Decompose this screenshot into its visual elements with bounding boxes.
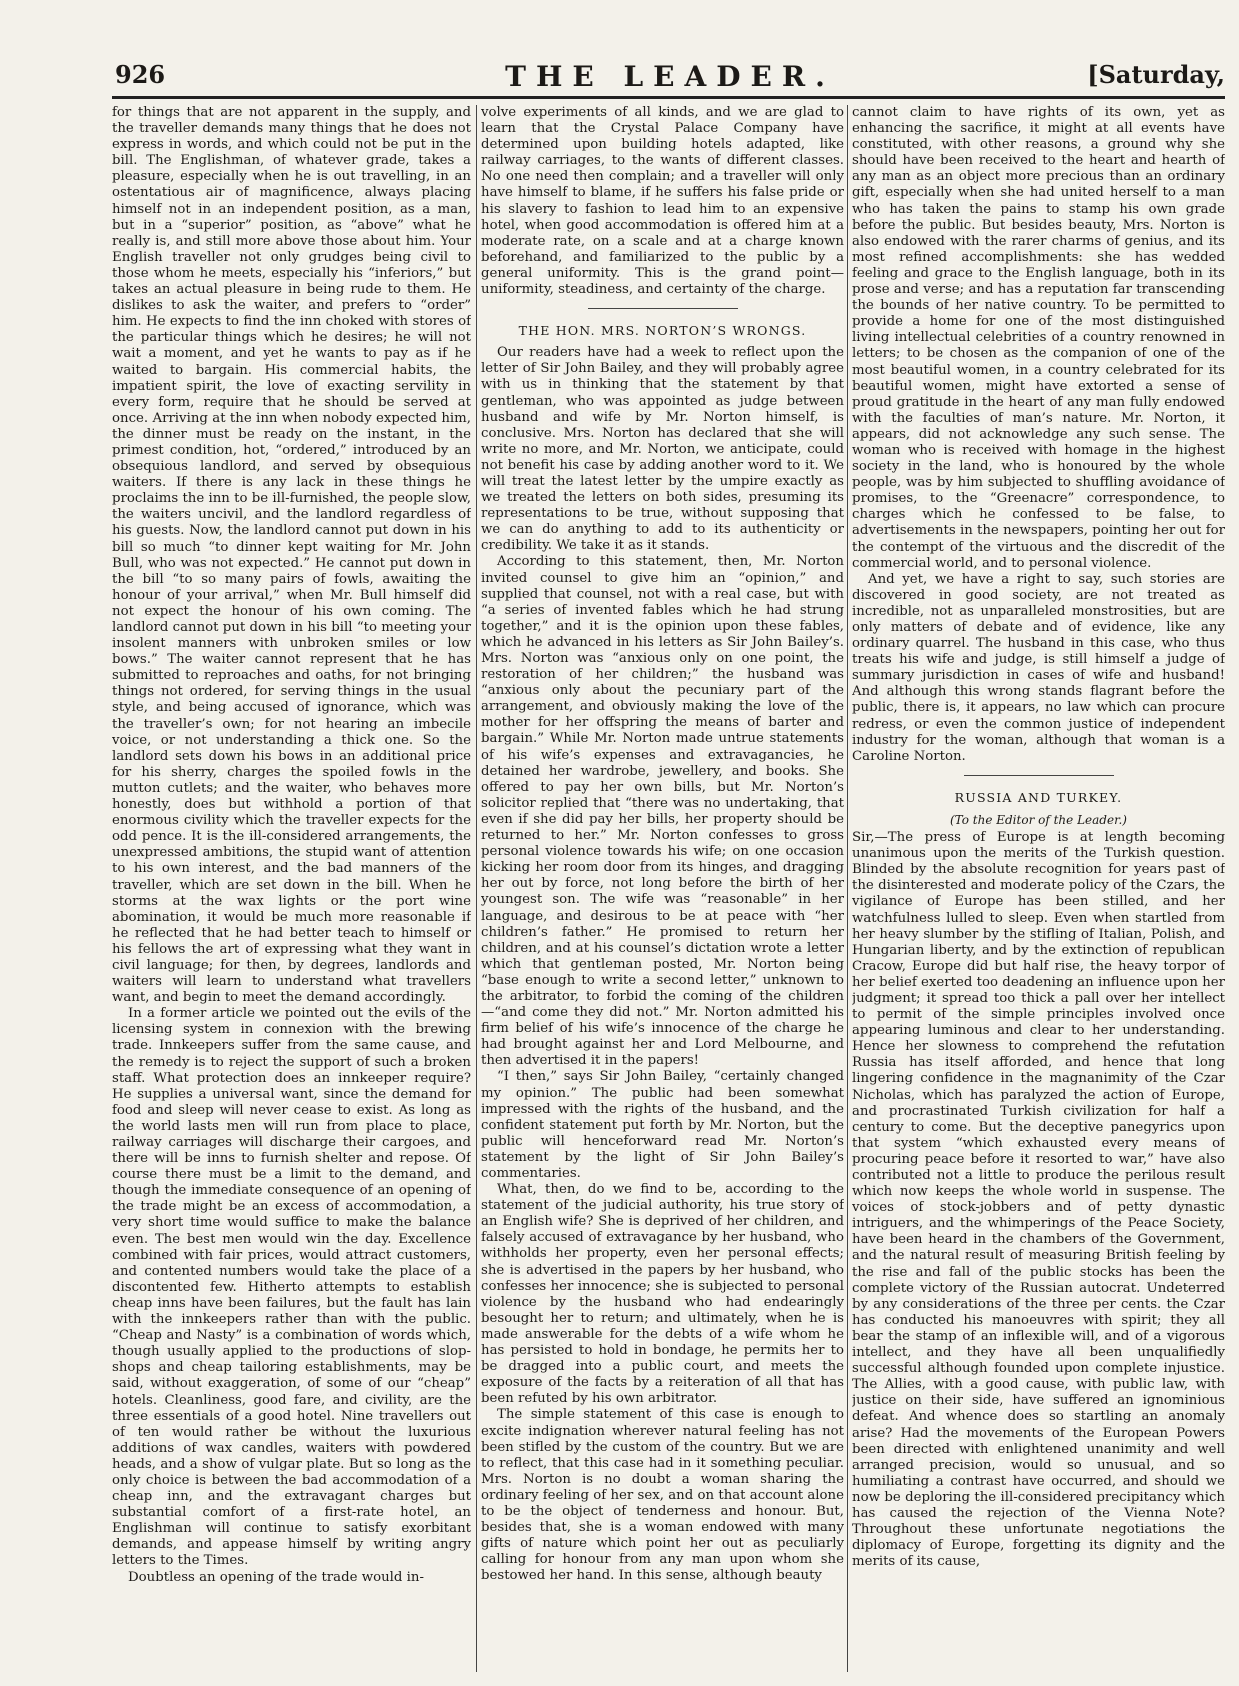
article-paragraph: In a former article we pointed out the evils of the licensing system in connexion with the brewing trade. Innkeepers suffer from the same cause, and the remedy is to reject the support of such a broken staff. What protection does an innkeeper require? He supplies a universal want, since the demand for food and sleep will never cease to exist. As long as the world lasts men will run from place to place, railway carriages will discharge their cargoes, and there will be inns to furnish shelter and repose. Of course there must be a limit to the demand, and though the immediate consequence of an opening of the trade might be an excess of accommodation, a very short time would suffice to make the balance even. The best men would win the day. Excellence combined with fair prices, would attract customers, and contented numbers would take the place of a discontented few. Hitherto attempts to establish cheap inns have been failures, but the fault has lain with the innkeepers rather than with the public. “Cheap and Nasty” is a combination of words which, though usually applied to the productions of slop-shops and cheap tailoring establishments, may be said, without exaggeration, of some of our “cheap” hotels. Cleanliness, good fare, and civility, are the three essentials of a good hotel. Nine travellers out of ten would rather be without the luxurious additions of wax candles, waiters with powdered heads, and a show of vulgar plate. But so long as the only choice is between the bad accommodation of a cheap inn, and the extravagant charges but substantial comfort of a first-rate hotel, an Englishman will continue to satisfy exorbitant demands, and appease himself by writing angry letters to the Times. <box>112 1006 471 1569</box>
masthead <box>115 60 1225 100</box>
issue-day: [Saturday, <box>1087 60 1225 89</box>
article-paragraph: According to this statement, then, Mr. Norton invited counsel to give him an “opinion,” and supplied that counsel, not with a real case, but with “a series of invented fables which he had strung together,” and it is the opinion upon these fables, which he advanced in his letters as Sir John Bailey’s. Mrs. Norton was “anxious only on one point, the restoration of her children;” the husband was “anxious only about the pecuniary part of the arrangement, and obviously making the love of the mother for her offspring the means of barter and bargain.” While Mr. Norton made untrue statements of his wife’s expenses and extravagancies, he detained her wardrobe, jewellery, and books. She offered to pay her own bills, but Mr. Norton’s solicitor replied that “there was no undertaking, that even if she did pay her bills, her property should be returned to her.” Mr. Norton confesses to gross personal violence towards his wife; on one occasion kicking her room door from its hinges, and dragging her out by force, not long before the birth of her youngest son. The wife was “reasonable” in her language, and desirous to be at peace with “her children’s father.” He promised to return her children, and at his counsel’s dictation wrote a letter which that gentleman posted, Mr. Norton being “base enough to write a second letter,” unknown to the arbitrator, to forbid the coming of the children—“and come they did not.” Mr. Norton admitted his firm belief of his wife’s innocence of the charge he had brought against her and Lord Melbourne, and then advertised it in the papers! <box>481 554 844 1069</box>
column-divider <box>476 105 477 1672</box>
newspaper-title: THE LEADER. <box>505 60 835 93</box>
section-rule <box>964 775 1114 776</box>
article-paragraph: “I then,” says Sir John Bailey, “certainly changed my opinion.” The public had been somewhat impressed with the rights of the husband, and the confident statement put forth by Mr. Norton, but the public will henceforward read Mr. Norton’s statement by the light of Sir John Bailey’s commentaries. <box>481 1069 844 1181</box>
column-1 <box>112 105 471 1672</box>
section-rule <box>588 308 738 309</box>
letter-paragraph: Sir,—The press of Europe is at length becoming unanimous upon the merits of the Turkish question. Blinded by the absolute recognition for years past of the disinterested and moderate policy of the Czars, the vigilance of Europe has been stilled, and her watchfulness lulled to sleep. Even when startled from her heavy slumber by the stifling of Italian, Polish, and Hungarian liberty, and by the extinction of republican Cracow, Europe did but half rise, the heavy torpor of her belief exerted too deadening an influence upon her judgment; it spread too thick a pall over her intellect to permit of the simple principles involved once appearing luminous and clear to her understanding. Hence her slowness to comprehend the refutation Russia has itself afforded, and hence that long lingering confidence in the magnanimity of the Czar Nicholas, which has paralyzed the action of Europe, and procrastinated Turkish civilization for half a century to come. But the deceptive panegyrics upon that system “which exhausted every means of procuring peace before it resorted to war,” have also contributed not a little to produce the perilous result which now keeps the whole world in suspense. The voices of stock-jobbers and of petty dynastic intriguers, and the whimperings of the Peace Society, have been heard in the chambers of the Government, and the natural result of measuring British feeling by the rise and fall of the public stocks has been the complete victory of the Russian autocrat. Undeterred by any considerations of the three per cents. the Czar has conducted his manoeuvres with spirit; they all bear the stamp of an inflexible will, and of a vigorous intellect, and they have all been unqualifiedly successful although founded upon complete injustice. The Allies, with a good cause, with public law, with justice on their side, have suffered an ignominious defeat. And whence does so startling an anomaly arise? Had the movements of the European Powers been directed with enlightened unanimity and well arranged precision, would so unusual, and so humiliating a contrast have occurred, and should we now be deploring the ill-considered precipitancy which has caused the rejection of the Vienna Note? Throughout these unfortunate negotiations the diplomacy of Europe, forgetting its dignity and the merits of its cause, <box>852 830 1225 1570</box>
column-3 <box>852 105 1225 1672</box>
article-subheading: (To the Editor of the Leader.) <box>949 812 1127 827</box>
article-paragraph: volve experiments of all kinds, and we are glad to learn that the Crystal Palace Company have determined upon building hotels adapted, like railway carriages, to the wants of different classes. No one need then complain; and a traveller will only have himself to blame, if he suffers his false pride or his slavery to fashion to lead him to an expensive hotel, when good accommodation is offered him at a moderate rate, on a scale and at a charge known beforehand, and familiarized to the public by a general uniformity. This is the grand point—uniformity, steadiness, and certainty of the charge. <box>481 105 844 298</box>
article-paragraph: And yet, we have a right to say, such stories are discovered in good society, are not treated as incredible, not as unparalleled monstrosities, but are only matters of debate and of evidence, like any ordinary quarrel. The husband in this case, who thus treats his wife and judge, is still himself a judge of summary jurisdiction in cases of wife and husband! And although this wrong stands flagrant before the public, there is, it appears, no law which can procure redress, or even the common justice of independent industry for the woman, although that woman is a Caroline Norton. <box>852 571 1225 764</box>
header-rule <box>112 96 1225 99</box>
article-paragraph: The simple statement of this case is enough to excite indignation wherever natural feeling has not been stifled by the custom of the country. But we are to reflect, that this case had in it something peculiar. Mrs. Norton is no doubt a woman sharing the ordinary feeling of her sex, and on that account alone to be the object of tenderness and honour. But, besides that, she is a woman endowed with many gifts of nature which point her out as peculiarly calling for honour from any man upon whom she bestowed her hand. In this sense, although beauty <box>481 1407 844 1584</box>
article-paragraph: for things that are not apparent in the supply, and the traveller demands many things that he does not express in words, and which could not be put in the bill. The Englishman, of whatever grade, takes a pleasure, especially when he is out travelling, in an ostentatious air of magnificence, always placing himself not in an independent position, as a man, but in a “superior” position, as “above” what he really is, and still more above those about him. Your English traveller not only grudges being civil to those whom he meets, especially his “inferiors,” but takes an actual pleasure in being rude to them. He dislikes to ask the waiter, and prefers to “order” him. He expects to find the inn choked with stores of the particular things which he desires; he will not wait a moment, and yet he wants to pay as if he waited to bargain. His commercial habits, the impatient spirit, the love of exacting servility in every form, require that he should be served at once. Arriving at the inn when nobody expected him, the dinner must be ready on the instant, in the primest condition, hot, “ordered,” introduced by an obsequious landlord, and served by obsequious waiters. If there is any lack in these things he proclaims the inn to be ill-furnished, the people slow, the waiters uncivil, and the landlord regardless of his guests. Now, the landlord cannot put down in his bill so much “to dinner kept waiting for Mr. John Bull, who was not expected.” He cannot put down in the bill “to so many pairs of fowls, awaiting the honour of your arrival,” when Mr. Bull himself did not expect the honour of his own coming. The landlord cannot put down in his bill “to meeting your insolent manners with unbroken smiles or low bows.” The waiter cannot represent that he has submitted to reproaches and oaths, for not bringing things not ordered, for serving things in the usual style, and being accused of ignorance, which was the traveller’s own; for not hearing an imbecile voice, or not understanding a thick one. So the landlord sets down his bows in an additional price for his sherry, charges the spoiled fowls in the mutton cutlets; and the waiter, who behaves more honestly, does but withhold a portion of that enormous civility which the traveller expects for the odd pence. It is the ill-considered arrangements, the unexpressed ambitions, the stupid want of attention to his own interest, and the bad manners of the traveller, which are set down in the bill. When he storms at the wax lights or the port wine abomination, it would be much more reasonable if he reflected that he had better teach to himself or his fellows the art of expressing what they want in civil language; for then, by degrees, landlords and waiters will learn to understand what travellers want, and begin to meet the demand accordingly. <box>112 105 471 1006</box>
column-divider <box>847 105 848 1672</box>
article-heading: THE HON. MRS. NORTON’S WRONGS. <box>518 323 807 339</box>
article-paragraph: What, then, do we find to be, according to the statement of the judicial authority, his true story of an English wife? She is deprived of her children, and falsely accused of extravagance by her husband, who withholds her property, even her personal effects; she is advertised in the papers by her husband, who confesses her innocence; she is subjected to personal violence by the husband who had endearingly besought her to return; and ultimately, when he is made answerable for the debts of a wife whom he has persisted to hold in bondage, he permits her to be dragged into a public court, and meets the exposure of the facts by a reiteration of all that has been refuted by his own arbitrator. <box>481 1182 844 1407</box>
article-paragraph: Our readers have had a week to reflect upon the letter of Sir John Bailey, and they will probably agree with us in thinking that the statement by that gentleman, who was appointed as judge between husband and wife by Mr. Norton himself, is conclusive. Mrs. Norton has declared that she will write no more, and Mr. Norton, we anticipate, could not benefit his case by adding another word to it. We will treat the latest letter by the umpire exactly as we treated the letters on both sides, presuming its representations to be true, without supposing that we can do anything to add to its authenticity or credibility. We take it as it stands. <box>481 345 844 554</box>
article-paragraph: Doubtless an opening of the trade would in- <box>128 1569 424 1585</box>
column-2 <box>481 105 844 1672</box>
page-number: 926 <box>115 60 166 89</box>
article-paragraph: cannot claim to have rights of its own, yet as enhancing the sacrifice, it might at all events have constituted, with other reasons, a ground why she should have been received to the heart and hearth of any man as an object more precious than an ordinary gift, especially when she had united herself to a man who has taken the pains to stamp his own grade before the public. But besides beauty, Mrs. Norton is also endowed with the rarer charms of genius, and its most refined accomplishments: she has wedded feeling and grace to the English language, both in its prose and verse; and has a reputation far transcending the bounds of her native country. To be permitted to provide a home for one of the most distinguished living intellectual celebrities of a country renowned in letters; to be chosen as the companion of one of the most beautiful women, in a country celebrated for its beautiful women, might have extorted a sense of proud gratitude in the heart of any man fully endowed with the faculties of man’s nature. Mr. Norton, it appears, did not acknowledge any such sense. The woman who is received with homage in the highest society in the land, who is honoured by the whole people, was by him subjected to shuffling avoidance of promises, to the “Greenacre” correspondence, to charges which he confessed to be false, to advertisements in the newspapers, pointing her out for the contempt of the virtuous and the discredit of the commercial world, and to personal violence. <box>852 105 1225 571</box>
article-heading: RUSSIA AND TURKEY. <box>954 789 1123 805</box>
